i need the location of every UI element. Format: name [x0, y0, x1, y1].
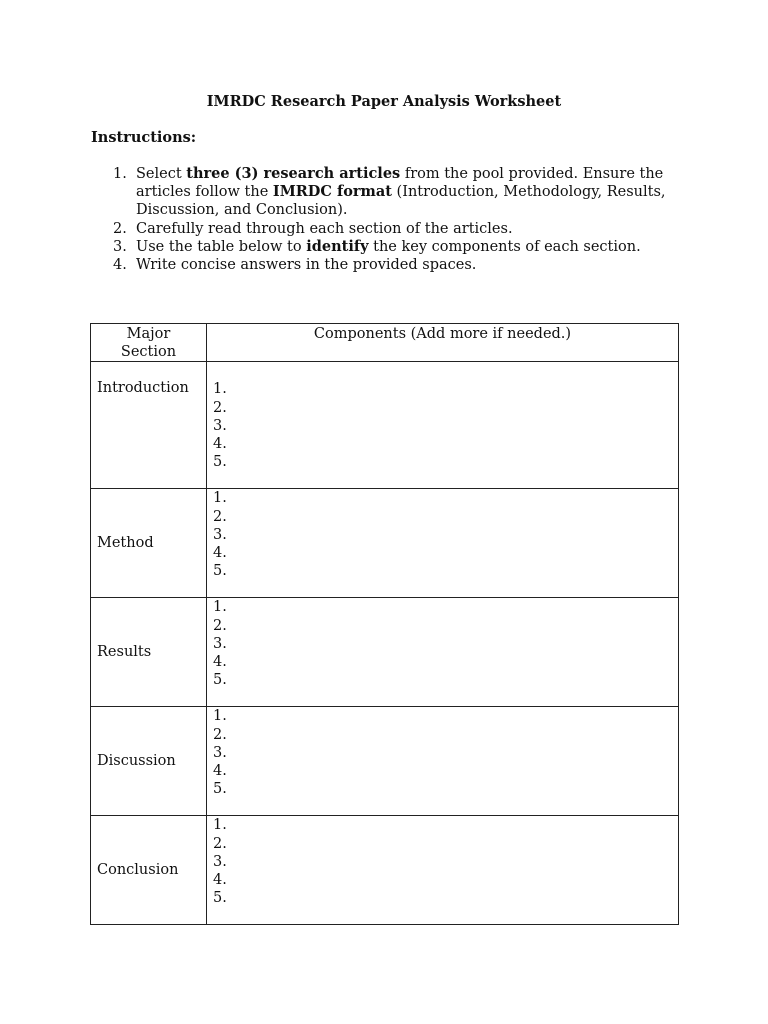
component-item: 3.	[213, 744, 227, 761]
component-item: 3.	[213, 853, 227, 870]
component-item: 4.	[213, 436, 227, 453]
component-item: 1.	[213, 381, 227, 398]
component-item: 3.	[213, 417, 227, 434]
instruction-item	[113, 165, 683, 220]
component-item: 4.	[213, 654, 227, 671]
table-header-row	[91, 324, 679, 362]
components-cell[interactable]	[207, 489, 679, 598]
component-item: 1.	[213, 490, 227, 507]
instruction-number: 2.	[113, 220, 127, 237]
components-cell[interactable]	[207, 707, 679, 816]
table-row	[91, 489, 679, 598]
component-item: 4.	[213, 763, 227, 780]
component-item: 4.	[213, 545, 227, 562]
table-row	[91, 362, 679, 489]
component-item: 5.	[213, 563, 227, 580]
instruction-text: Carefully read through each section of the articles.	[136, 220, 513, 237]
component-item: 2.	[213, 835, 227, 852]
component-item: 5.	[213, 781, 227, 798]
component-item: 2.	[213, 617, 227, 634]
component-item: 5.	[213, 890, 227, 907]
section-name: Results	[91, 598, 207, 707]
component-item: 5.	[213, 672, 227, 689]
section-name: Method	[91, 489, 207, 598]
components-cell[interactable]	[207, 598, 679, 707]
section-name: Conclusion	[91, 816, 207, 925]
component-item: 2.	[213, 399, 227, 416]
instruction-number: 3.	[113, 238, 127, 255]
major-section-header: Major Section	[91, 324, 207, 362]
instruction-item	[113, 238, 683, 256]
component-item: 2.	[213, 508, 227, 525]
instructions-list	[113, 165, 683, 274]
component-item: 3.	[213, 635, 227, 652]
instructions-heading: Instructions:	[91, 129, 197, 146]
components-cell[interactable]	[207, 362, 679, 489]
component-item: 2.	[213, 726, 227, 743]
component-item: 1.	[213, 599, 227, 616]
instruction-item	[113, 220, 683, 238]
instruction-text: Select three (3) research articles from the pool provided. Ensure the articles follow the IMRDC format (Introduction, Methodology, Results, Discussion, and Conclusion).	[136, 165, 666, 219]
section-name: Introduction	[91, 362, 207, 489]
instruction-number: 1.	[113, 166, 127, 182]
section-name: Discussion	[91, 707, 207, 816]
page-title: IMRDC Research Paper Analysis Worksheet	[206, 93, 562, 110]
components-header: Components (Add more if needed.)	[207, 324, 679, 362]
component-item: 5.	[213, 454, 227, 471]
components-cell[interactable]	[207, 816, 679, 925]
component-item: 4.	[213, 872, 227, 889]
component-item: 1.	[213, 817, 227, 834]
component-item: 1.	[213, 708, 227, 725]
component-item: 3.	[213, 526, 227, 543]
table-row	[91, 598, 679, 707]
instruction-text: Write concise answers in the provided spaces.	[136, 257, 477, 274]
table-row	[91, 707, 679, 816]
worksheet-table	[90, 323, 679, 925]
instruction-number: 4.	[113, 257, 127, 274]
instruction-text: Use the table below to identify the key components of each section.	[136, 237, 641, 255]
instruction-item	[113, 256, 683, 274]
table-row	[91, 816, 679, 925]
